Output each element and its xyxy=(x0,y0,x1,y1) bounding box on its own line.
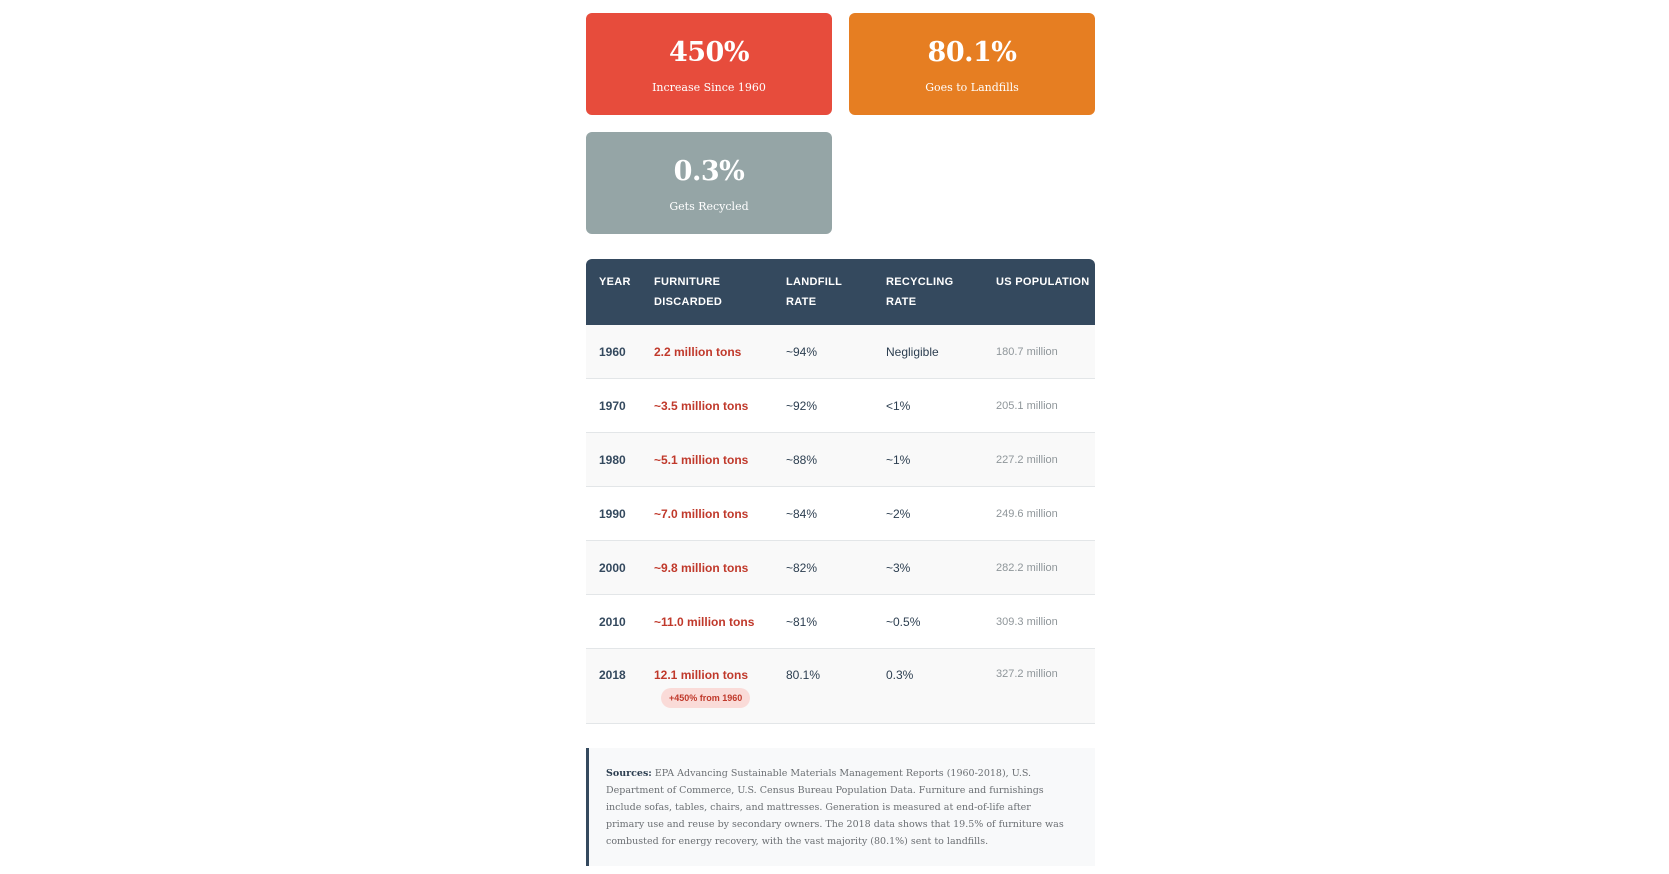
cell-landfill: ~92% xyxy=(773,379,873,433)
cell-population: 227.2 million xyxy=(983,433,1095,487)
table-row xyxy=(586,379,1095,433)
data-table xyxy=(586,259,1095,724)
cell-year: 1960 xyxy=(586,325,641,379)
cell-landfill: ~84% xyxy=(773,487,873,541)
cell-year: 2000 xyxy=(586,541,641,595)
cell-recycling: <1% xyxy=(873,379,983,433)
stat-card-increase xyxy=(586,13,832,115)
stat-card-recycled xyxy=(586,132,832,234)
cell-discarded: ~9.8 million tons xyxy=(641,541,773,595)
cell-landfill: ~94% xyxy=(773,325,873,379)
cell-landfill: ~82% xyxy=(773,541,873,595)
header-landfill-rate: LANDFILL RATE xyxy=(773,259,873,325)
cell-recycling: ~1% xyxy=(873,433,983,487)
cell-population: 327.2 million xyxy=(983,649,1095,724)
cell-recycling: Negligible xyxy=(873,325,983,379)
furniture-waste-table xyxy=(586,259,1095,724)
sources-note xyxy=(586,748,1095,866)
cell-landfill: ~81% xyxy=(773,595,873,649)
header-year: YEAR xyxy=(586,259,641,325)
table-row xyxy=(586,649,1095,724)
sources-label: Sources: xyxy=(606,768,652,779)
table-row xyxy=(586,487,1095,541)
cell-year: 2018 xyxy=(586,649,641,724)
stat-card-landfill xyxy=(849,13,1095,115)
stat-label: Gets Recycled xyxy=(669,199,749,213)
cell-discarded: ~3.5 million tons xyxy=(641,379,773,433)
cell-discarded: ~7.0 million tons xyxy=(641,487,773,541)
cell-population: 249.6 million xyxy=(983,487,1095,541)
table-header-row xyxy=(586,259,1095,325)
cell-recycling: ~3% xyxy=(873,541,983,595)
cell-population: 282.2 million xyxy=(983,541,1095,595)
stat-value: 80.1% xyxy=(927,36,1017,68)
cell-discarded xyxy=(641,649,773,724)
cell-year: 1970 xyxy=(586,379,641,433)
stat-value: 450% xyxy=(668,36,749,68)
cell-landfill: 80.1% xyxy=(773,649,873,724)
stat-label: Increase Since 1960 xyxy=(652,80,766,94)
cell-discarded: ~5.1 million tons xyxy=(641,433,773,487)
cell-population: 180.7 million xyxy=(983,325,1095,379)
cell-recycling: ~0.5% xyxy=(873,595,983,649)
cell-landfill: ~88% xyxy=(773,433,873,487)
table-row xyxy=(586,541,1095,595)
cell-discarded: ~11.0 million tons xyxy=(641,595,773,649)
table-row xyxy=(586,325,1095,379)
stat-cards xyxy=(586,13,1095,234)
sources-text: EPA Advancing Sustainable Materials Management Reports (1960-2018), U.S. Department of Commerce, U.S. Census Bureau Population Data. Furniture and furnishings include sofas, tables, chairs, and mattresses. Generation is measured at end-of-life after primary use and reuse by secondary owners. The 2018 data shows that 19.5% of furniture was combusted for energy recovery, with the vast majority (80.1%) sent to landfills. xyxy=(606,768,1064,847)
header-us-population: US POPULATION xyxy=(983,259,1095,325)
table-row xyxy=(586,433,1095,487)
header-furniture-discarded: FURNITURE DISCARDED xyxy=(641,259,773,325)
cell-year: 1980 xyxy=(586,433,641,487)
stat-label: Goes to Landfills xyxy=(925,80,1019,94)
cell-year: 2010 xyxy=(586,595,641,649)
cell-population: 309.3 million xyxy=(983,595,1095,649)
cell-recycling: 0.3% xyxy=(873,649,983,724)
stat-value: 0.3% xyxy=(673,155,745,187)
increase-badge: +450% from 1960 xyxy=(661,688,750,708)
cell-discarded-value: 12.1 million tons xyxy=(654,668,749,682)
content-wrapper xyxy=(586,13,1095,866)
cell-year: 1990 xyxy=(586,487,641,541)
table-row xyxy=(586,595,1095,649)
header-recycling-rate: RECYCLING RATE xyxy=(873,259,983,325)
cell-recycling: ~2% xyxy=(873,487,983,541)
cell-population: 205.1 million xyxy=(983,379,1095,433)
cell-discarded: 2.2 million tons xyxy=(641,325,773,379)
